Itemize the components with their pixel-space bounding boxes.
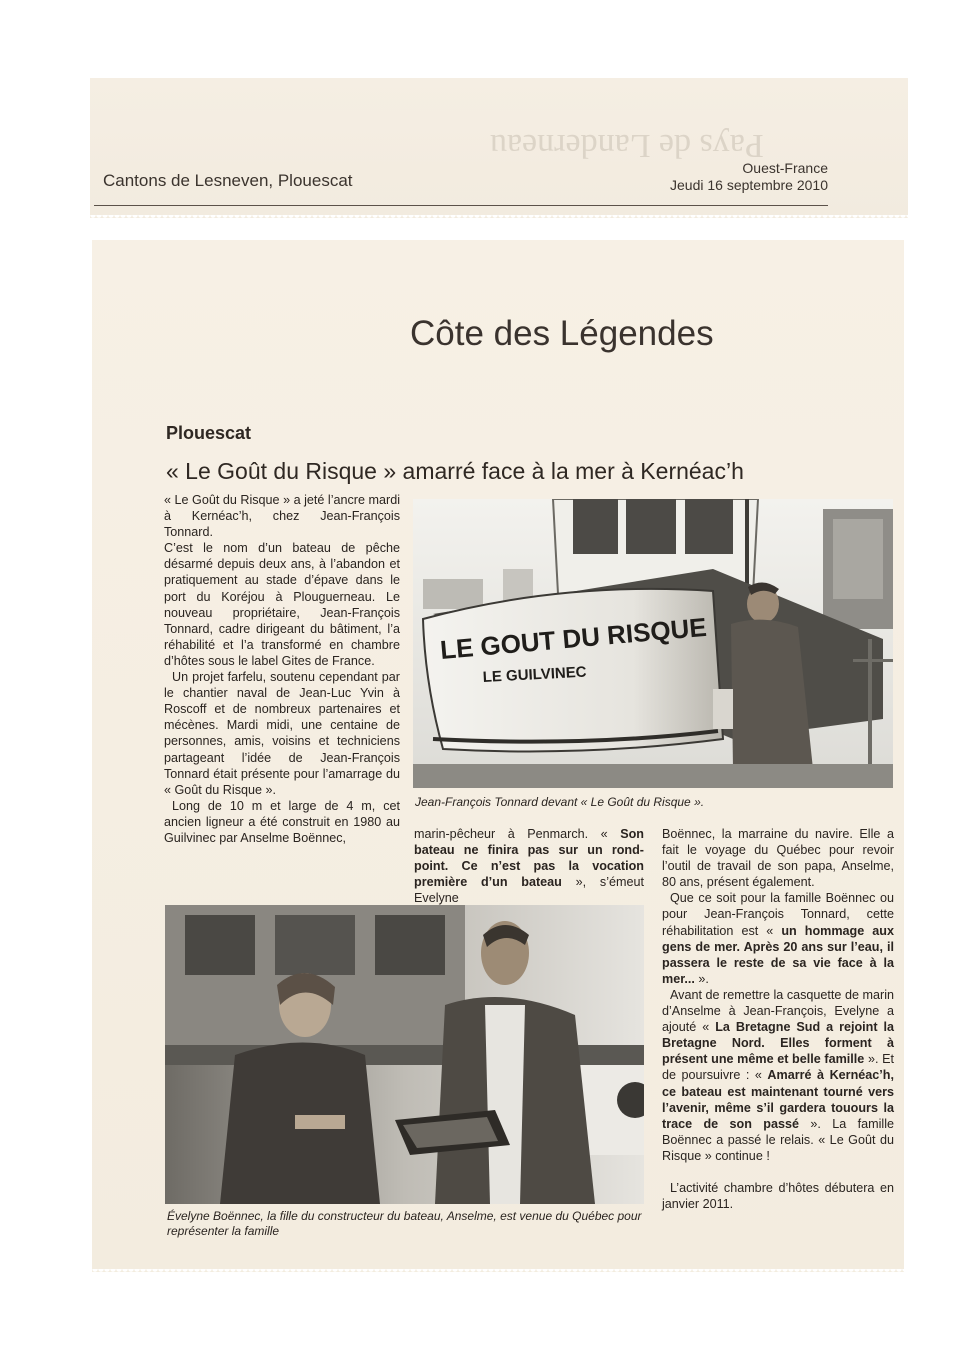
paragraph: Long de 10 m et large de 4 m, cet ancien ligneur a été construit en 1980 au Guilvinec par Anselme Boënnec, bbox=[164, 798, 400, 845]
quote-text: Amarré à Kernéac’h, ce bateau est maintenant tourné vers l’avenir, même s’il gardera touours la trace de son passé bbox=[662, 1068, 894, 1131]
photo-caption: Jean-François Tonnard devant « Le Goût du Risque ». bbox=[415, 795, 705, 809]
quote-text: un hommage aux gens de mer. Après 20 ans sur l’eau, il passera le reste de sa vie face à la mer... bbox=[662, 923, 894, 986]
header-rule bbox=[94, 205, 828, 206]
bleed-through-text bbox=[168, 312, 171, 324]
hull-port-text: LE GUILVINEC bbox=[482, 663, 587, 686]
text-run: Avant de remettre la casquette de marin d’Anselme à Jean-François, Evelyne a ajouté « bbox=[662, 987, 894, 1035]
quote-text: La Bretagne Sud a rejoint la Bretagne Nord. Elles forment à présent une même et belle famille bbox=[662, 1020, 894, 1067]
text-run: ». La famille Boënnec a passé le relais. « Le Goût du Risque » continue ! bbox=[662, 1116, 894, 1163]
boat-photo-image bbox=[413, 499, 893, 788]
article-column-3 bbox=[662, 826, 894, 1212]
article-kicker: Plouescat bbox=[166, 423, 252, 443]
publication-date: Jeudi 16 septembre 2010 bbox=[670, 177, 828, 193]
text-run: », s’émeut Evelyne bbox=[414, 875, 644, 906]
paragraph bbox=[662, 987, 894, 1164]
paragraph bbox=[662, 890, 894, 987]
paragraph: C’est le nom d’un bateau de pêche désarmé depuis deux ans, à l’abandon et pratiquement au stade d’épave dans le port du Koréjou à Plouguerneau. Le nouveau propriétaire, Jean-François Tonnard, cadre dirigeant du bâtiment, l’a réhabilité et l’a transformé en chambre d’hôtes sous le label Gites de France. bbox=[164, 541, 400, 668]
article-headline: « Le Goût du Risque » amarré face à la mer à Kernéac’h bbox=[166, 458, 744, 484]
paragraph bbox=[414, 826, 644, 906]
text-run: Que ce soit pour la famille Boënnec ou pour Jean-François Tonnard, cette réhabilitation est « bbox=[662, 891, 894, 938]
newspaper-name: Ouest-France bbox=[742, 160, 828, 176]
article-column-1 bbox=[164, 492, 400, 846]
paragraph: L’activité chambre d’hôtes débutera en janvier 2011. bbox=[662, 1180, 894, 1212]
photo-caption: Évelyne Boënnec, la fille du constructeur du bateau, Anselme, est venue du Québec pour représenter la famille bbox=[167, 1209, 642, 1238]
torn-edge bbox=[92, 237, 904, 243]
torn-edge bbox=[90, 75, 908, 81]
photo-people bbox=[165, 905, 644, 1204]
quote-text: Son bateau ne finira pas sur un rond-point. Ce n’est pas la vocation première d’un bateau bbox=[414, 827, 644, 890]
torn-edge bbox=[90, 215, 908, 221]
text-run: marin-pêcheur à Penmarch. « bbox=[414, 827, 621, 841]
rubric-title: Côte des Légendes bbox=[410, 314, 714, 353]
bleed-through-text: Pays de Landerneau bbox=[490, 127, 764, 164]
hull-name-text: LE GOUT DU RISQUE bbox=[438, 611, 708, 665]
text-run: ». bbox=[694, 971, 709, 986]
masthead bbox=[670, 160, 828, 194]
paragraph: Un projet farfelu, soutenu cependant par le chantier naval de Jean-Luc Yvin à Roscoff et de nombreux partenaires et mécènes. Mardi midi, une centaine de personnes, amis, voisins et techniciens partageant l’idée de Jean-François Tonnard était présente pour l’amarrage du « Goût du Risque ». bbox=[164, 670, 400, 797]
paragraph: Boënnec, la marraine du navire. Elle a fait le voyage du Québec pour revoir l’outil de travail de son papa, Anselme, 80 ans, présent également. bbox=[662, 827, 894, 890]
article-column-2 bbox=[414, 826, 644, 906]
paragraph: « Le Goût du Risque » a jeté l’ancre mardi à Kernéac’h, chez Jean-François Tonnard. bbox=[164, 493, 400, 540]
torn-edge bbox=[92, 1269, 904, 1275]
people-photo-image bbox=[165, 905, 644, 1204]
text-run: ». Et de poursuivre : « bbox=[662, 1052, 895, 1083]
section-title: Cantons de Lesneven, Plouescat bbox=[103, 171, 353, 190]
photo-boat bbox=[413, 499, 893, 788]
